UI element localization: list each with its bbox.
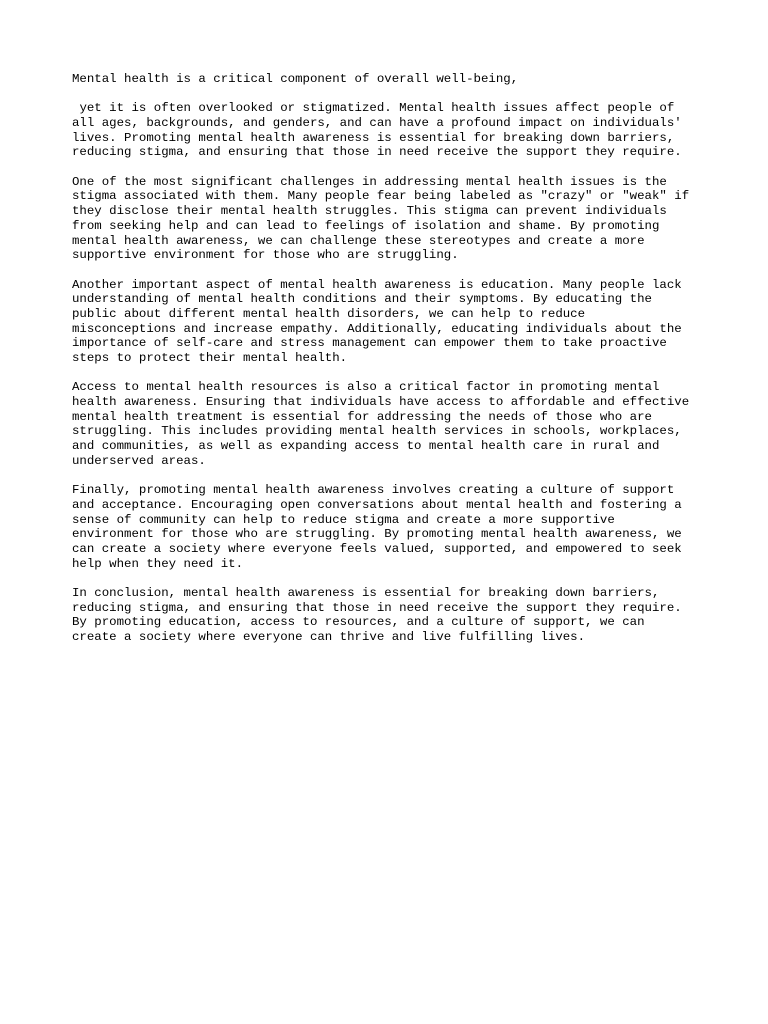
paragraph-culture: Finally, promoting mental health awareness involves creating a culture of support and acceptance. Encouraging open conversations about mental health and fostering a sense of community can help to reduce stigma and create a more supportive environment for those who are struggling. By promoting mental health awareness, we can create a society where everyone feels valued, supported, and empowered to seek help when they need it. bbox=[72, 483, 682, 571]
paragraph-conclusion: In conclusion, mental health awareness is essential for breaking down barriers, reducing stigma, and ensuring that those in need receive the support they require. By promoting education, access to resources, and a culture of support, we can create a society where everyone can thrive and live fulfilling lives. bbox=[72, 585, 682, 645]
paragraph-access: Access to mental health resources is also a critical factor in promoting mental health awareness. Ensuring that individuals have access to affordable and effective mental health treatment is essential for addressing the needs of those who are struggling. This includes providing mental health services in schools, workplaces, and communities, as well as expanding access to mental health care in rural and underserved areas. bbox=[72, 380, 690, 468]
paragraph-intro: Mental health is a critical component of overall well-being, bbox=[72, 72, 519, 86]
paragraph-overview: yet it is often overlooked or stigmatized. Mental health issues affect people of all ages, backgrounds, and genders, and can have a profound impact on individuals' lives. Promoting mental health awareness is essential for breaking down barriers, reducing stigma, and ensuring that those in need receive the support they require. bbox=[72, 101, 682, 160]
paragraph-education: Another important aspect of mental health awareness is education. Many people lack understanding of mental health conditions and their symptoms. By educating the public about different mental health disorders, we can help to reduce misconceptions and increase empathy. Additionally, educating individuals about the importance of self-care and stress management can empower them to take proactive steps to protect their mental health. bbox=[72, 277, 682, 366]
paragraph-stigma: One of the most significant challenges in addressing mental health issues is the stigma associated with them. Many people fear being labeled as "crazy" or "weak" if they disclose their mental health struggles. This stigma can prevent individuals from seeking help and can lead to feelings of isolation and shame. By promoting mental health awareness, we can challenge these stereotypes and create a more supportive environment for those who are struggling. bbox=[72, 174, 690, 263]
document-page bbox=[72, 72, 712, 659]
